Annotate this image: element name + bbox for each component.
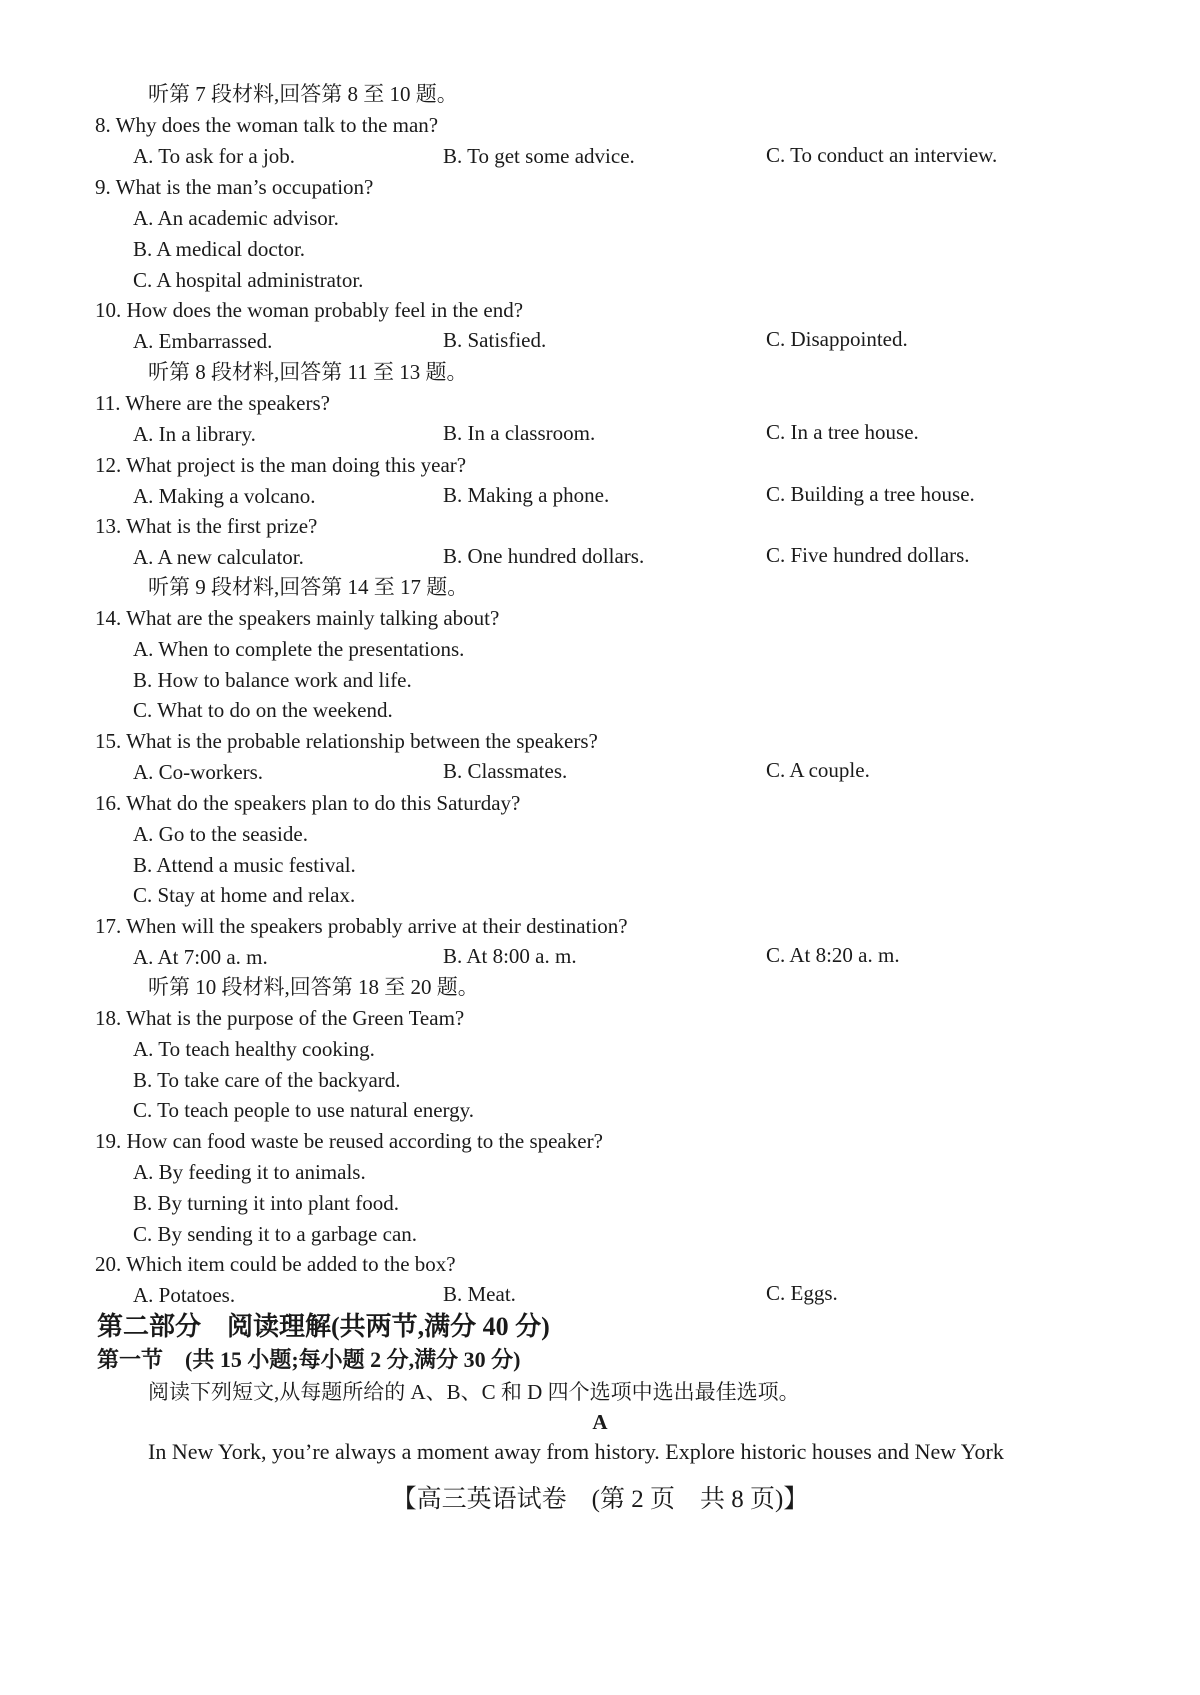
question-stem: 13. What is the first prize?: [95, 514, 318, 538]
option-a: A. At 7:00 a. m.: [133, 945, 268, 969]
option-a: A. When to complete the presentations.: [133, 637, 465, 661]
option-c: C. To conduct an interview.: [766, 143, 998, 167]
option-a: A. Co-workers.: [133, 760, 264, 784]
option-c: C. What to do on the weekend.: [133, 698, 393, 722]
option-a: A. Potatoes.: [133, 1283, 236, 1307]
option-c: C. A hospital administrator.: [133, 268, 364, 292]
option-c: C. Disappointed.: [766, 327, 908, 351]
option-c: C. At 8:20 a. m.: [766, 943, 900, 967]
question-stem: 8. Why does the woman talk to the man?: [95, 113, 439, 137]
option-a: A. To ask for a job.: [133, 144, 296, 168]
option-b: B. How to balance work and life.: [133, 668, 412, 692]
option-c: C. To teach people to use natural energy.: [133, 1098, 475, 1122]
option-c: C. Stay at home and relax.: [133, 883, 356, 907]
option-b: B. At 8:00 a. m.: [443, 944, 577, 968]
question-stem: 18. What is the purpose of the Green Team?: [95, 1006, 465, 1030]
question-stem: 11. Where are the speakers?: [95, 391, 330, 415]
option-b: B. Satisfied.: [443, 328, 547, 352]
option-a: A. A new calculator.: [133, 545, 304, 569]
option-c: C. Building a tree house.: [766, 482, 975, 506]
section-header: 听第 10 段材料,回答第 18 至 20 题。: [148, 975, 479, 999]
option-a: A. Go to the seaside.: [133, 822, 308, 846]
question-stem: 16. What do the speakers plan to do this Saturday?: [95, 791, 521, 815]
question-stem: 15. What is the probable relationship between the speakers?: [95, 729, 598, 753]
option-a: A. An academic advisor.: [133, 206, 339, 230]
option-c: C. By sending it to a garbage can.: [133, 1222, 418, 1246]
option-a: A. To teach healthy cooking.: [133, 1037, 375, 1061]
question-stem: 14. What are the speakers mainly talking about?: [95, 606, 500, 630]
question-stem: 20. Which item could be added to the box?: [95, 1252, 456, 1276]
passage-label: A: [592, 1410, 608, 1434]
option-c: C. A couple.: [766, 758, 870, 782]
option-b: B. Attend a music festival.: [133, 853, 356, 877]
option-c: C. In a tree house.: [766, 420, 919, 444]
option-b: B. One hundred dollars.: [443, 544, 645, 568]
option-b: B. To take care of the backyard.: [133, 1068, 401, 1092]
option-b: B. Making a phone.: [443, 483, 610, 507]
option-b: B. To get some advice.: [443, 144, 635, 168]
question-stem: 17. When will the speakers probably arrive at their destination?: [95, 914, 628, 938]
question-stem: 10. How does the woman probably feel in the end?: [95, 298, 524, 322]
option-a: A. Making a volcano.: [133, 484, 316, 508]
option-a: A. In a library.: [133, 422, 256, 446]
instructions: 阅读下列短文,从每题所给的 A、B、C 和 D 四个选项中选出最佳选项。: [148, 1380, 800, 1404]
option-b: B. By turning it into plant food.: [133, 1191, 399, 1215]
question-stem: 19. How can food waste be reused according to the speaker?: [95, 1129, 603, 1153]
option-c: C. Five hundred dollars.: [766, 543, 970, 567]
option-b: B. Meat.: [443, 1282, 516, 1306]
part-title: 第二部分 阅读理解(共两节,满分 40 分): [97, 1312, 550, 1341]
question-stem: 9. What is the man’s occupation?: [95, 175, 374, 199]
option-b: B. In a classroom.: [443, 421, 596, 445]
question-stem: 12. What project is the man doing this year?: [95, 453, 467, 477]
option-b: B. A medical doctor.: [133, 237, 306, 261]
section-title: 第一节 (共 15 小题;每小题 2 分,满分 30 分): [97, 1347, 521, 1372]
option-a: A. Embarrassed.: [133, 329, 273, 353]
section-header: 听第 8 段材料,回答第 11 至 13 题。: [148, 360, 468, 384]
page-footer: 【高三英语试卷 (第 2 页 共 8 页)】: [391, 1486, 809, 1513]
section-header: 听第 7 段材料,回答第 8 至 10 题。: [148, 82, 458, 106]
option-b: B. Classmates.: [443, 759, 568, 783]
passage-text: In New York, you’re always a moment away from history. Explore historic houses and New York: [148, 1439, 1004, 1464]
option-c: C. Eggs.: [766, 1281, 838, 1305]
option-a: A. By feeding it to animals.: [133, 1160, 366, 1184]
section-header: 听第 9 段材料,回答第 14 至 17 题。: [148, 575, 469, 599]
